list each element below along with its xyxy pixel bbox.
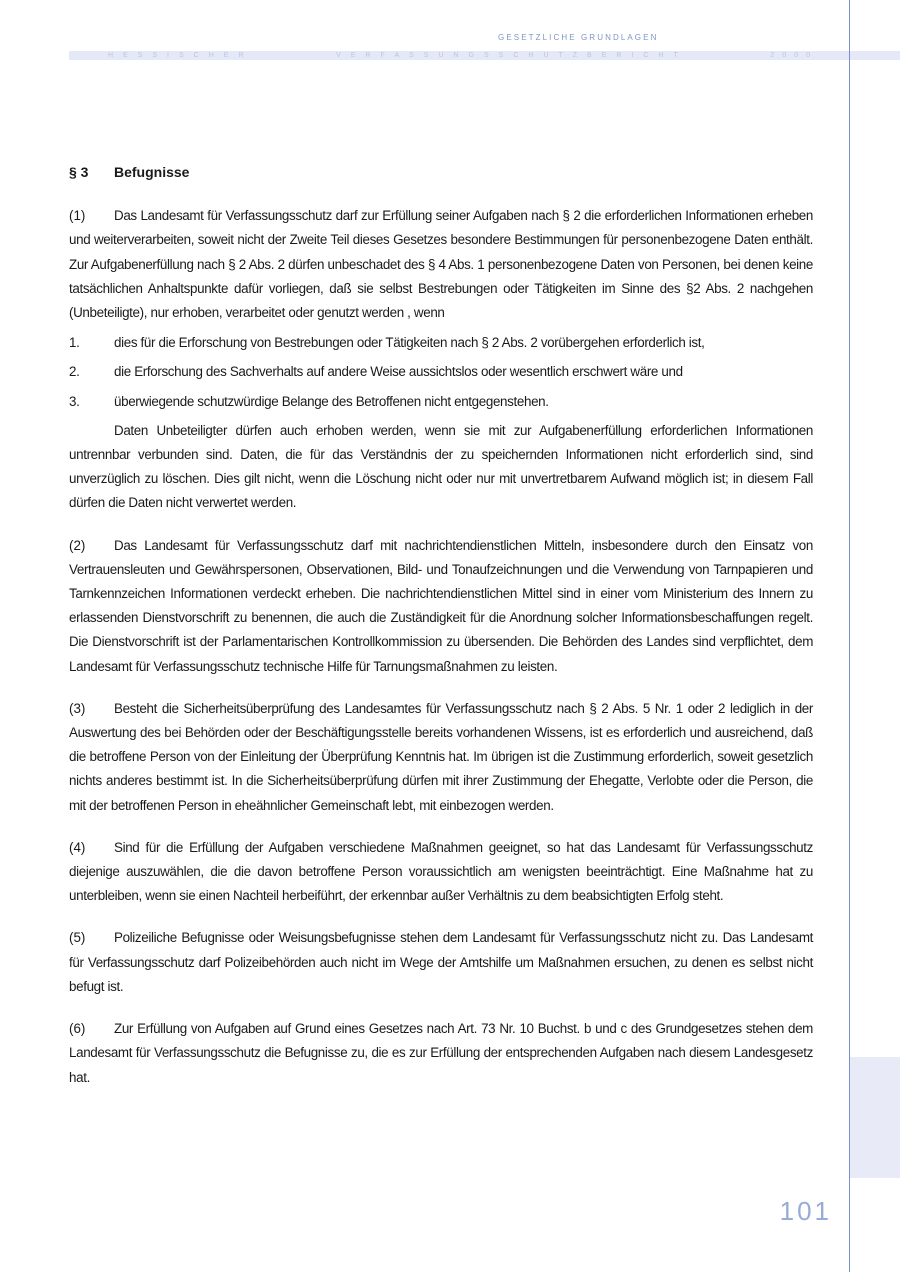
paragraph-5 — [69, 926, 813, 999]
paragraph-2-text: Das Landesamt für Verfassungsschutz darf mit nachrichtendienstlichen Mitteln, insbesondere durch den Einsatz von Vertrauensleuten und Gewährspersonen, Observationen, Bild- und Tonaufzeichnungen und die Verwendung von Tarnpapieren und Tarnkennzeichen Informationen verdeckt erheben. Die nachrichtendienstlichen Mittel sind in einer vom Ministerium des Innern zu erlassenden Dienstvorschrift zu benennen, die auch die Zuständigkeit für die Anordnung solcher Informationsbeschaffungen regelt. Die Dienstvorschrift ist der Parlamentarischen Kontrollkommission zu übersenden. Die Behörden des Landes sind verpflichtet, dem Landesamt für Verfassungsschutz technische Hilfe für Tarnungsmaßnahmen zu leisten. — [69, 537, 813, 674]
header-section-title: GESETZLICHE GRUNDLAGEN — [498, 33, 659, 42]
paragraph-5-text: Polizeiliche Befugnisse oder Weisungsbefugnisse stehen dem Landesamt für Verfassungsschutz nicht zu. Das Landesamt für Verfassungsschutz darf Polizeibehörden auch nicht im Wege der Amtshilfe um Maßnahmen ersuchen, zu denen es selbst nicht befugt ist. — [69, 930, 813, 994]
paragraph-1 — [69, 204, 813, 325]
list-item-number: 1. — [69, 335, 80, 351]
paragraph-1-text: Das Landesamt für Verfassungsschutz darf zur Erfüllung seiner Aufgaben nach § 2 die erforderlichen Informationen erheben und weiterverarbeiten, soweit nicht der Zweite Teil dieses Gesetzes besondere Bestimmungen für personenbezogene Daten enthält. Zur Aufgabenerfüllung nach § 2 Abs. 2 dürfen unbeschadet des § 4 Abs. 1 personenbezogene Daten von Personen, bei denen keine tatsächlichen Anhaltspunkte dafür vorliegen, daß sie selbst Bestrebungen oder Tätigkeiten im Sinne des §2 Abs. 2 nachgehen (Unbeteiligte), nur erhoben, verarbeitet oder genutzt werden , wenn — [69, 208, 813, 321]
paragraph-6 — [69, 1017, 813, 1090]
paragraph-1-continuation: Daten Unbeteiligter dürfen auch erhoben werden, wenn sie mit zur Aufgabenerfüllung erforderlichen Informationen untrennbar verbunden sind. Daten, die für das Verständnis der zu speichernden Informationen nicht erforderlich sind, sind unverzüglich zu löschen. Dies gilt nicht, wenn die Löschung nicht oder nur mit unvertretbarem Aufwand möglich ist; in diesem Fall dürfen die Daten nicht verwertet werden. — [69, 422, 813, 511]
header-running-word-2: VERFASSUNGSSCHUTZBERICHT — [336, 52, 688, 59]
paragraph-3-number: (3) — [69, 700, 86, 716]
paragraph-2 — [69, 534, 813, 679]
paragraph-5-number: (5) — [69, 930, 86, 946]
header-running-word-3: 2000 — [770, 52, 818, 59]
paragraph-4-text: Sind für die Erfüllung der Aufgaben verschiedene Maßnahmen geeignet, so hat das Landesamt für Verfassungsschutz diejenige auszuwählen, die die davon betroffene Person voraussichtlich am wenigsten beeinträchtigt. Eine Maßnahme hat zu unterbleiben, wenn sie einen Nachteil herbeiführt, der erkennbar außer Verhältnis zu dem beabsichtigten Erfolg steht. — [69, 839, 813, 904]
list-item — [69, 331, 813, 355]
header-running-title — [108, 51, 818, 60]
list-item — [69, 360, 813, 384]
paragraph-4 — [69, 836, 813, 909]
header-running-word-1: HESSISCHER — [108, 52, 254, 59]
section-title: Befugnisse — [114, 164, 190, 180]
list-item-number: 2. — [69, 364, 80, 380]
paragraph-2-number: (2) — [69, 537, 86, 553]
list-item — [69, 390, 813, 414]
paragraph-6-number: (6) — [69, 1021, 86, 1037]
page-number: 101 — [779, 1196, 832, 1226]
document-body — [69, 160, 813, 1108]
list-item-text: überwiegende schutzwürdige Belange des Betroffenen nicht entgegenstehen. — [114, 393, 549, 409]
section-heading — [69, 160, 813, 184]
paragraph-3 — [69, 697, 813, 818]
list-item-number: 3. — [69, 393, 80, 409]
paragraph-1-number: (1) — [69, 208, 86, 224]
list-item-text: die Erforschung des Sachverhalts auf andere Weise aussichtslos oder wesentlich erschwert wäre und — [114, 364, 683, 380]
section-number: § 3 — [69, 164, 89, 180]
list-item-text: dies für die Erforschung von Bestrebungen oder Tätigkeiten nach § 2 Abs. 2 vorübergehen erforderlich ist, — [114, 335, 705, 351]
paragraph-4-number: (4) — [69, 839, 86, 855]
right-margin-tab — [850, 1057, 900, 1178]
paragraph-3-text: Besteht die Sicherheitsüberprüfung des Landesamtes für Verfassungsschutz nach § 2 Abs. 5 Nr. 1 oder 2 lediglich in der Auswertung des bei Behörden oder der Beschäftigungsstelle bereits vorhandenen Wissens, ist es erforderlich und ausreichend, daß die betroffene Person von der Einleitung der Überprüfung Kenntnis hat. Im übrigen ist die Zustimmung erforderlich, soweit gesetzlich nichts anderes bestimmt ist. In die Sicherheitsüberprüfung dürfen mit ihrer Zustimmung der Ehegatte, Verlobte oder die Person, die mit der betroffenen Person in eheähnlicher Gemeinschaft lebt, mit einbezogen werden. — [69, 700, 813, 813]
paragraph-1-list — [69, 331, 813, 414]
paragraph-6-text: Zur Erfüllung von Aufgaben auf Grund eines Gesetzes nach Art. 73 Nr. 10 Buchst. b und c des Grundgesetzes stehen dem Landesamt für Verfassungsschutz die Befugnisse zu, die es zur Erfüllung der entsprechenden Aufgaben nach diesem Landesgesetz hat. — [69, 1021, 813, 1085]
